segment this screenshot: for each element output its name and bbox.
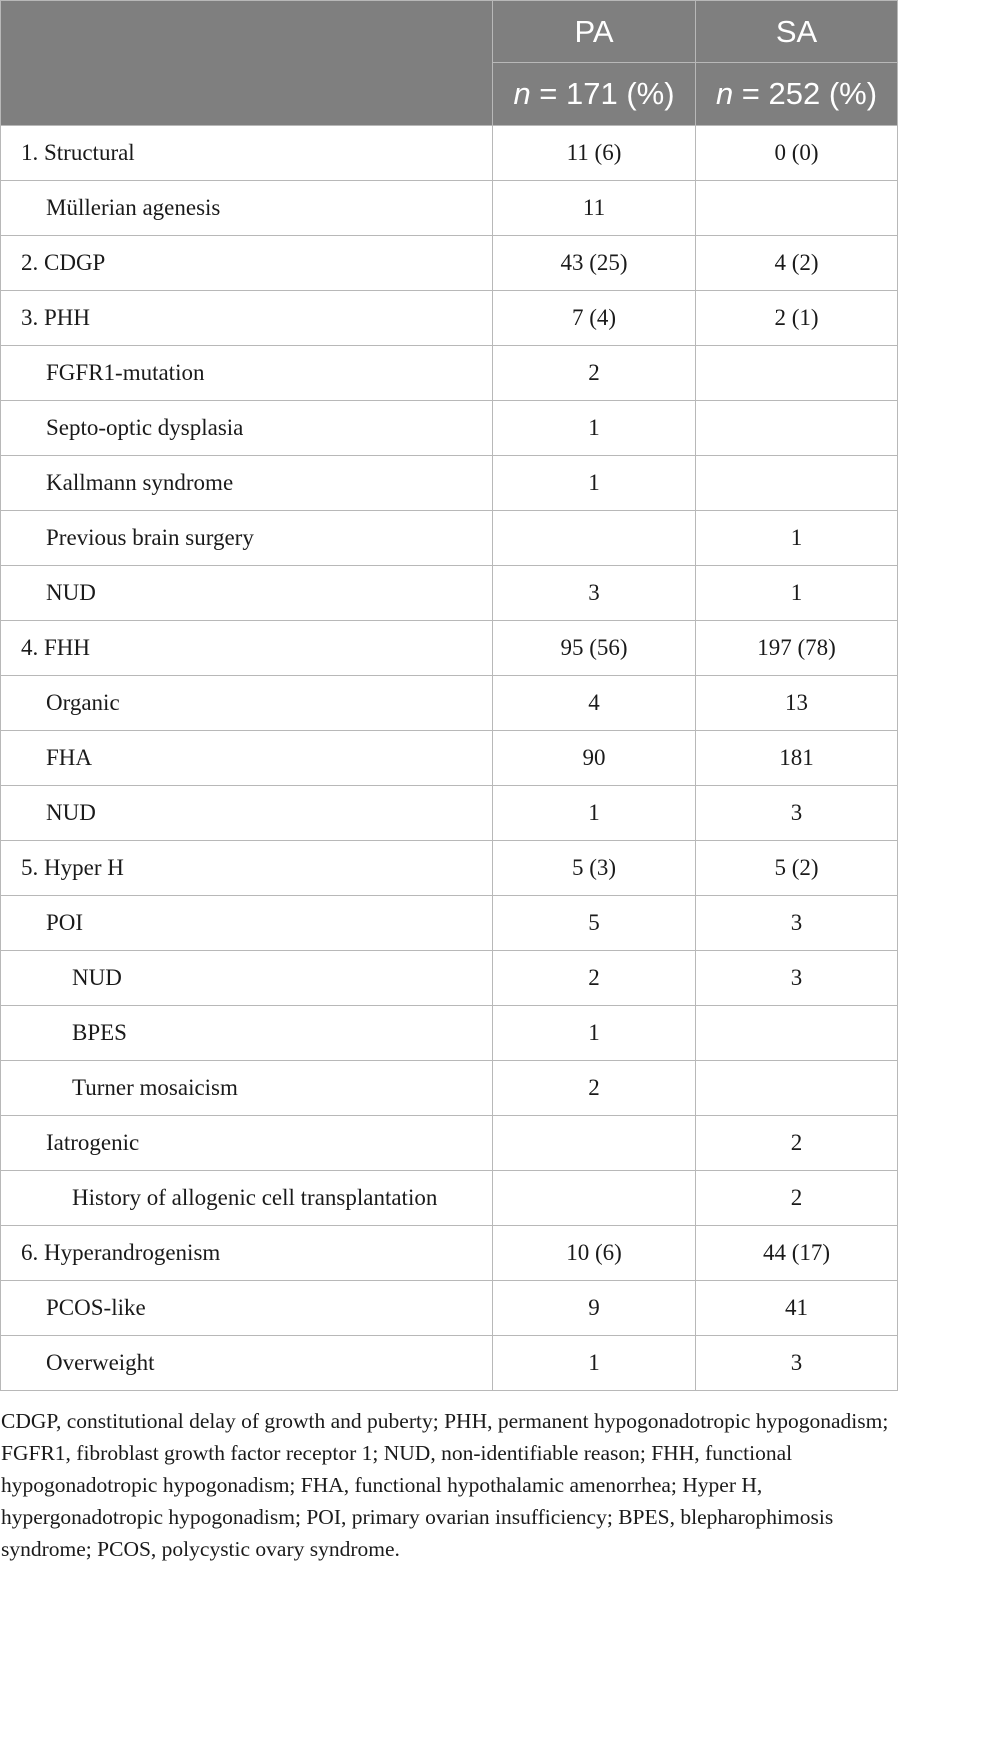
row-label: PCOS-like <box>1 1281 493 1336</box>
pa-value: 2 <box>493 346 696 401</box>
header-sa-count <box>696 63 898 126</box>
table-row <box>1 951 898 1006</box>
table-row <box>1 181 898 236</box>
sa-value: 197 (78) <box>696 621 898 676</box>
header-pa-count <box>493 63 696 126</box>
table-row <box>1 676 898 731</box>
sa-value: 2 <box>696 1171 898 1226</box>
table-body <box>1 126 898 1391</box>
sa-value: 3 <box>696 786 898 841</box>
pa-value: 2 <box>493 1061 696 1116</box>
table-row <box>1 401 898 456</box>
row-label: NUD <box>1 566 493 621</box>
table-row <box>1 236 898 291</box>
pa-value: 1 <box>493 456 696 511</box>
row-label: NUD <box>1 786 493 841</box>
row-label: History of allogenic cell transplantation <box>1 1171 493 1226</box>
row-label: Turner mosaicism <box>1 1061 493 1116</box>
pa-value: 1 <box>493 1336 696 1391</box>
sa-value <box>696 456 898 511</box>
sa-value: 2 (1) <box>696 291 898 346</box>
sa-value: 3 <box>696 896 898 951</box>
table-row <box>1 346 898 401</box>
pa-value: 2 <box>493 951 696 1006</box>
sa-value <box>696 181 898 236</box>
sa-value: 181 <box>696 731 898 786</box>
pa-value: 90 <box>493 731 696 786</box>
pa-value: 1 <box>493 401 696 456</box>
pa-value <box>493 511 696 566</box>
table-row <box>1 621 898 676</box>
pa-value: 95 (56) <box>493 621 696 676</box>
row-label: 6. Hyperandrogenism <box>1 1226 493 1281</box>
table-row <box>1 1061 898 1116</box>
pa-value: 3 <box>493 566 696 621</box>
row-label: 4. FHH <box>1 621 493 676</box>
n-symbol: n <box>715 76 734 111</box>
row-label: POI <box>1 896 493 951</box>
table-row <box>1 1281 898 1336</box>
sa-value: 44 (17) <box>696 1226 898 1281</box>
pa-value: 11 (6) <box>493 126 696 181</box>
row-label: 1. Structural <box>1 126 493 181</box>
sa-count-text: = 252 (%) <box>733 76 878 111</box>
pa-value: 11 <box>493 181 696 236</box>
pa-value: 1 <box>493 1006 696 1061</box>
pa-value: 10 (6) <box>493 1226 696 1281</box>
pa-value: 1 <box>493 786 696 841</box>
row-label: 3. PHH <box>1 291 493 346</box>
row-label: FGFR1-mutation <box>1 346 493 401</box>
table-row <box>1 511 898 566</box>
table-header <box>1 1 898 126</box>
table-row <box>1 566 898 621</box>
header-blank-cell <box>1 1 493 126</box>
sa-value <box>696 1006 898 1061</box>
table-row <box>1 1116 898 1171</box>
pa-value <box>493 1116 696 1171</box>
table-row <box>1 1006 898 1061</box>
sa-value: 1 <box>696 566 898 621</box>
table-row <box>1 1336 898 1391</box>
row-label: FHA <box>1 731 493 786</box>
pa-value: 9 <box>493 1281 696 1336</box>
pa-count-text: = 171 (%) <box>530 76 675 111</box>
row-label: 5. Hyper H <box>1 841 493 896</box>
pa-value: 5 (3) <box>493 841 696 896</box>
table-row <box>1 126 898 181</box>
row-label: Iatrogenic <box>1 1116 493 1171</box>
sa-value <box>696 346 898 401</box>
row-label: BPES <box>1 1006 493 1061</box>
header-row-groups <box>1 1 898 63</box>
pa-value: 43 (25) <box>493 236 696 291</box>
header-sa: SA <box>696 1 898 63</box>
sa-value: 5 (2) <box>696 841 898 896</box>
table-row <box>1 291 898 346</box>
row-label: Kallmann syndrome <box>1 456 493 511</box>
table-footnote: CDGP, constitutional delay of growth and puberty; PHH, permanent hypogonadotropic hypogonadism; FGFR1, fibroblast growth factor receptor 1; NUD, non-identifiable reason; FHH, functional hypogonadotropic hypogonadism; FHA, functional hypothalamic amenorrhea; Hyper H, hypergonadotropic hypogonadism; POI, primary ovarian insufficiency; BPES, blepharophimosis syndrome; PCOS, polycystic ovary syndrome. <box>1 1409 889 1561</box>
pa-value: 5 <box>493 896 696 951</box>
table-row <box>1 1171 898 1226</box>
pa-value <box>493 1171 696 1226</box>
row-label: Müllerian agenesis <box>1 181 493 236</box>
n-symbol: n <box>513 76 531 111</box>
row-label: 2. CDGP <box>1 236 493 291</box>
table-row <box>1 841 898 896</box>
header-pa: PA <box>493 1 696 63</box>
sa-value: 3 <box>696 951 898 1006</box>
sa-value <box>696 401 898 456</box>
table-row <box>1 786 898 841</box>
table-row <box>1 456 898 511</box>
sa-value <box>696 1061 898 1116</box>
row-label: Organic <box>1 676 493 731</box>
sa-value: 1 <box>696 511 898 566</box>
sa-value: 0 (0) <box>696 126 898 181</box>
sa-value: 3 <box>696 1336 898 1391</box>
pa-value: 4 <box>493 676 696 731</box>
pa-value: 7 (4) <box>493 291 696 346</box>
sa-value: 41 <box>696 1281 898 1336</box>
sa-value: 4 (2) <box>696 236 898 291</box>
table-row <box>1 1226 898 1281</box>
row-label: Overweight <box>1 1336 493 1391</box>
row-label: NUD <box>1 951 493 1006</box>
sa-value: 13 <box>696 676 898 731</box>
sa-value: 2 <box>696 1116 898 1171</box>
table-row <box>1 731 898 786</box>
row-label: Septo-optic dysplasia <box>1 401 493 456</box>
table-row <box>1 896 898 951</box>
row-label: Previous brain surgery <box>1 511 493 566</box>
